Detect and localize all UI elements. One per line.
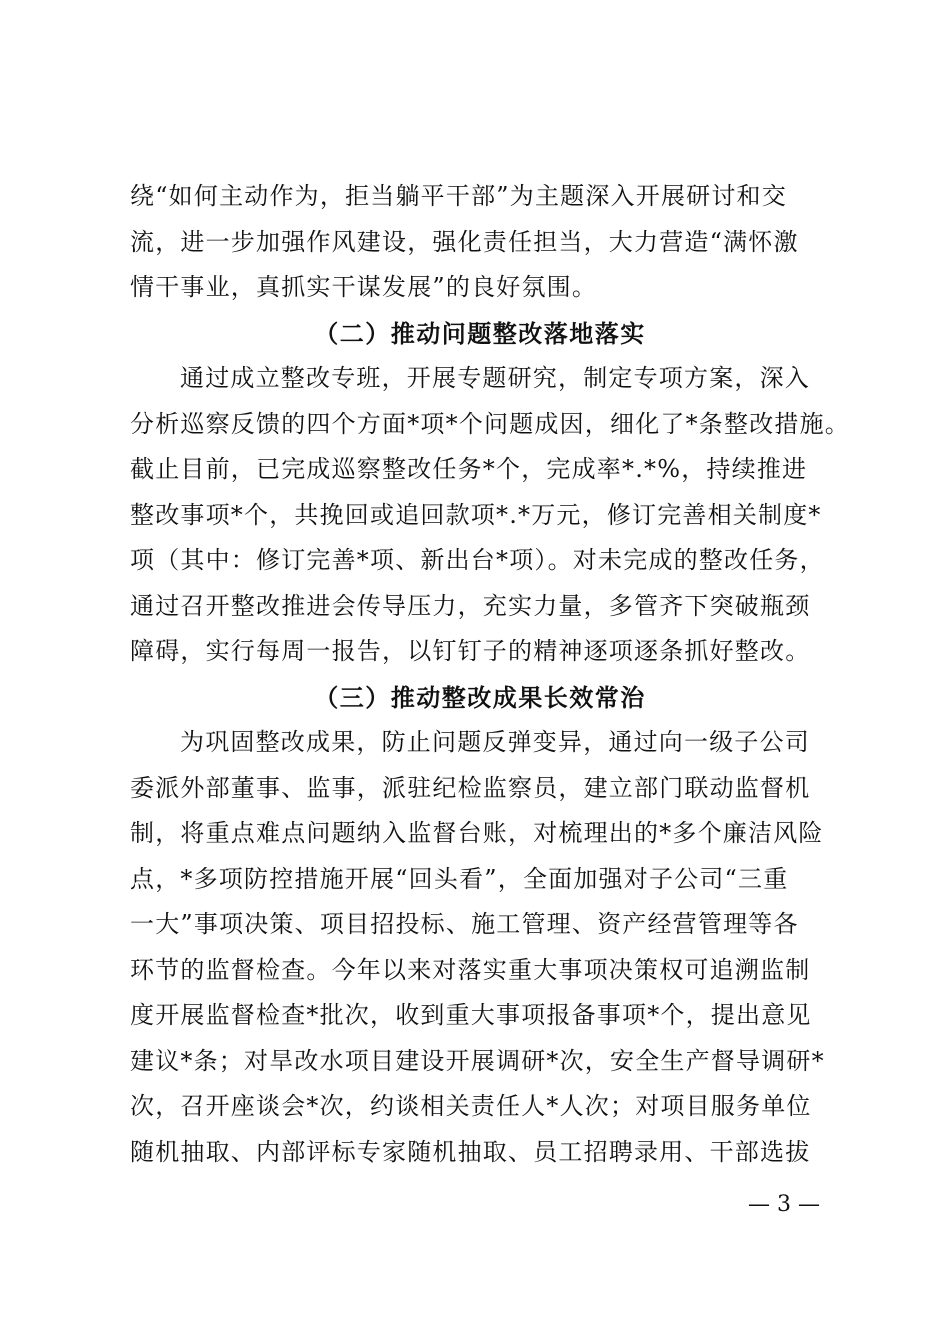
- body-line: 次，召开座谈会*次，约谈相关责任人*人次；对项目服务单位: [130, 1092, 812, 1120]
- body-line: 一大”事项决策、项目招投标、施工管理、资产经营管理等各: [130, 910, 799, 938]
- body-line: 分析巡察反馈的四个方面*项*个问题成因，细化了*条整改措施。: [130, 409, 850, 438]
- body-line: 项（其中：修订完善*项、新出台*项）。对未完成的整改任务，: [130, 546, 825, 574]
- paragraph-first-line: 为巩固整改成果，防止问题反弹变异，通过向一级子公司: [180, 728, 810, 756]
- section-heading: （二）推动问题整改落地落实: [314, 318, 646, 348]
- page-number: — 3 —: [748, 1192, 820, 1217]
- body-line: 情干事业，真抓实干谋发展”的良好氛围。: [130, 273, 598, 301]
- body-line: 障碍，实行每周一报告，以钉钉子的精神逐项逐条抓好整改。: [130, 637, 811, 665]
- body-line: 建议*条；对旱改水项目建设开展调研*次，安全生产督导调研*: [130, 1046, 825, 1075]
- body-line: 通过召开整改推进会传导压力，充实力量，多管齐下突破瓶颈: [130, 591, 811, 620]
- body-line: 截止目前，已完成巡察整改任务*个，完成率*.*%，持续推进: [130, 455, 808, 483]
- body-line: 制，将重点难点问题纳入监督台账，对梳理出的*多个廉洁风险: [130, 819, 824, 847]
- body-line: 整改事项*个，共挽回或追回款项*.*万元，修订完善相关制度*: [130, 500, 822, 529]
- paragraph-first-line: 通过成立整改专班，开展专题研究，制定专项方案，深入: [180, 364, 810, 392]
- body-line: 随机抽取、内部评标专家随机抽取、员工招聘录用、干部选拔: [130, 1137, 811, 1166]
- body-line: 流，进一步加强作风建设，强化责任担当，大力营造“满怀激: [130, 227, 799, 256]
- body-line: 委派外部董事、监事，派驻纪检监察员，建立部门联动监督机: [130, 773, 811, 802]
- section-heading: （三）推动整改成果长效常治: [314, 682, 646, 712]
- body-line: 点，*多项防控措施开展“回头看”，全面加强对子公司“三重: [130, 864, 789, 893]
- document-body: [130, 174, 850, 1175]
- body-line: 度开展监督检查*批次，收到重大事项报备事项*个，提出意见: [130, 1001, 812, 1029]
- body-line: 环节的监督检查。今年以来对落实重大事项决策权可追溯监制: [130, 955, 811, 984]
- body-line: 绕“如何主动作为，拒当躺平干部”为主题深入开展研讨和交: [130, 182, 787, 210]
